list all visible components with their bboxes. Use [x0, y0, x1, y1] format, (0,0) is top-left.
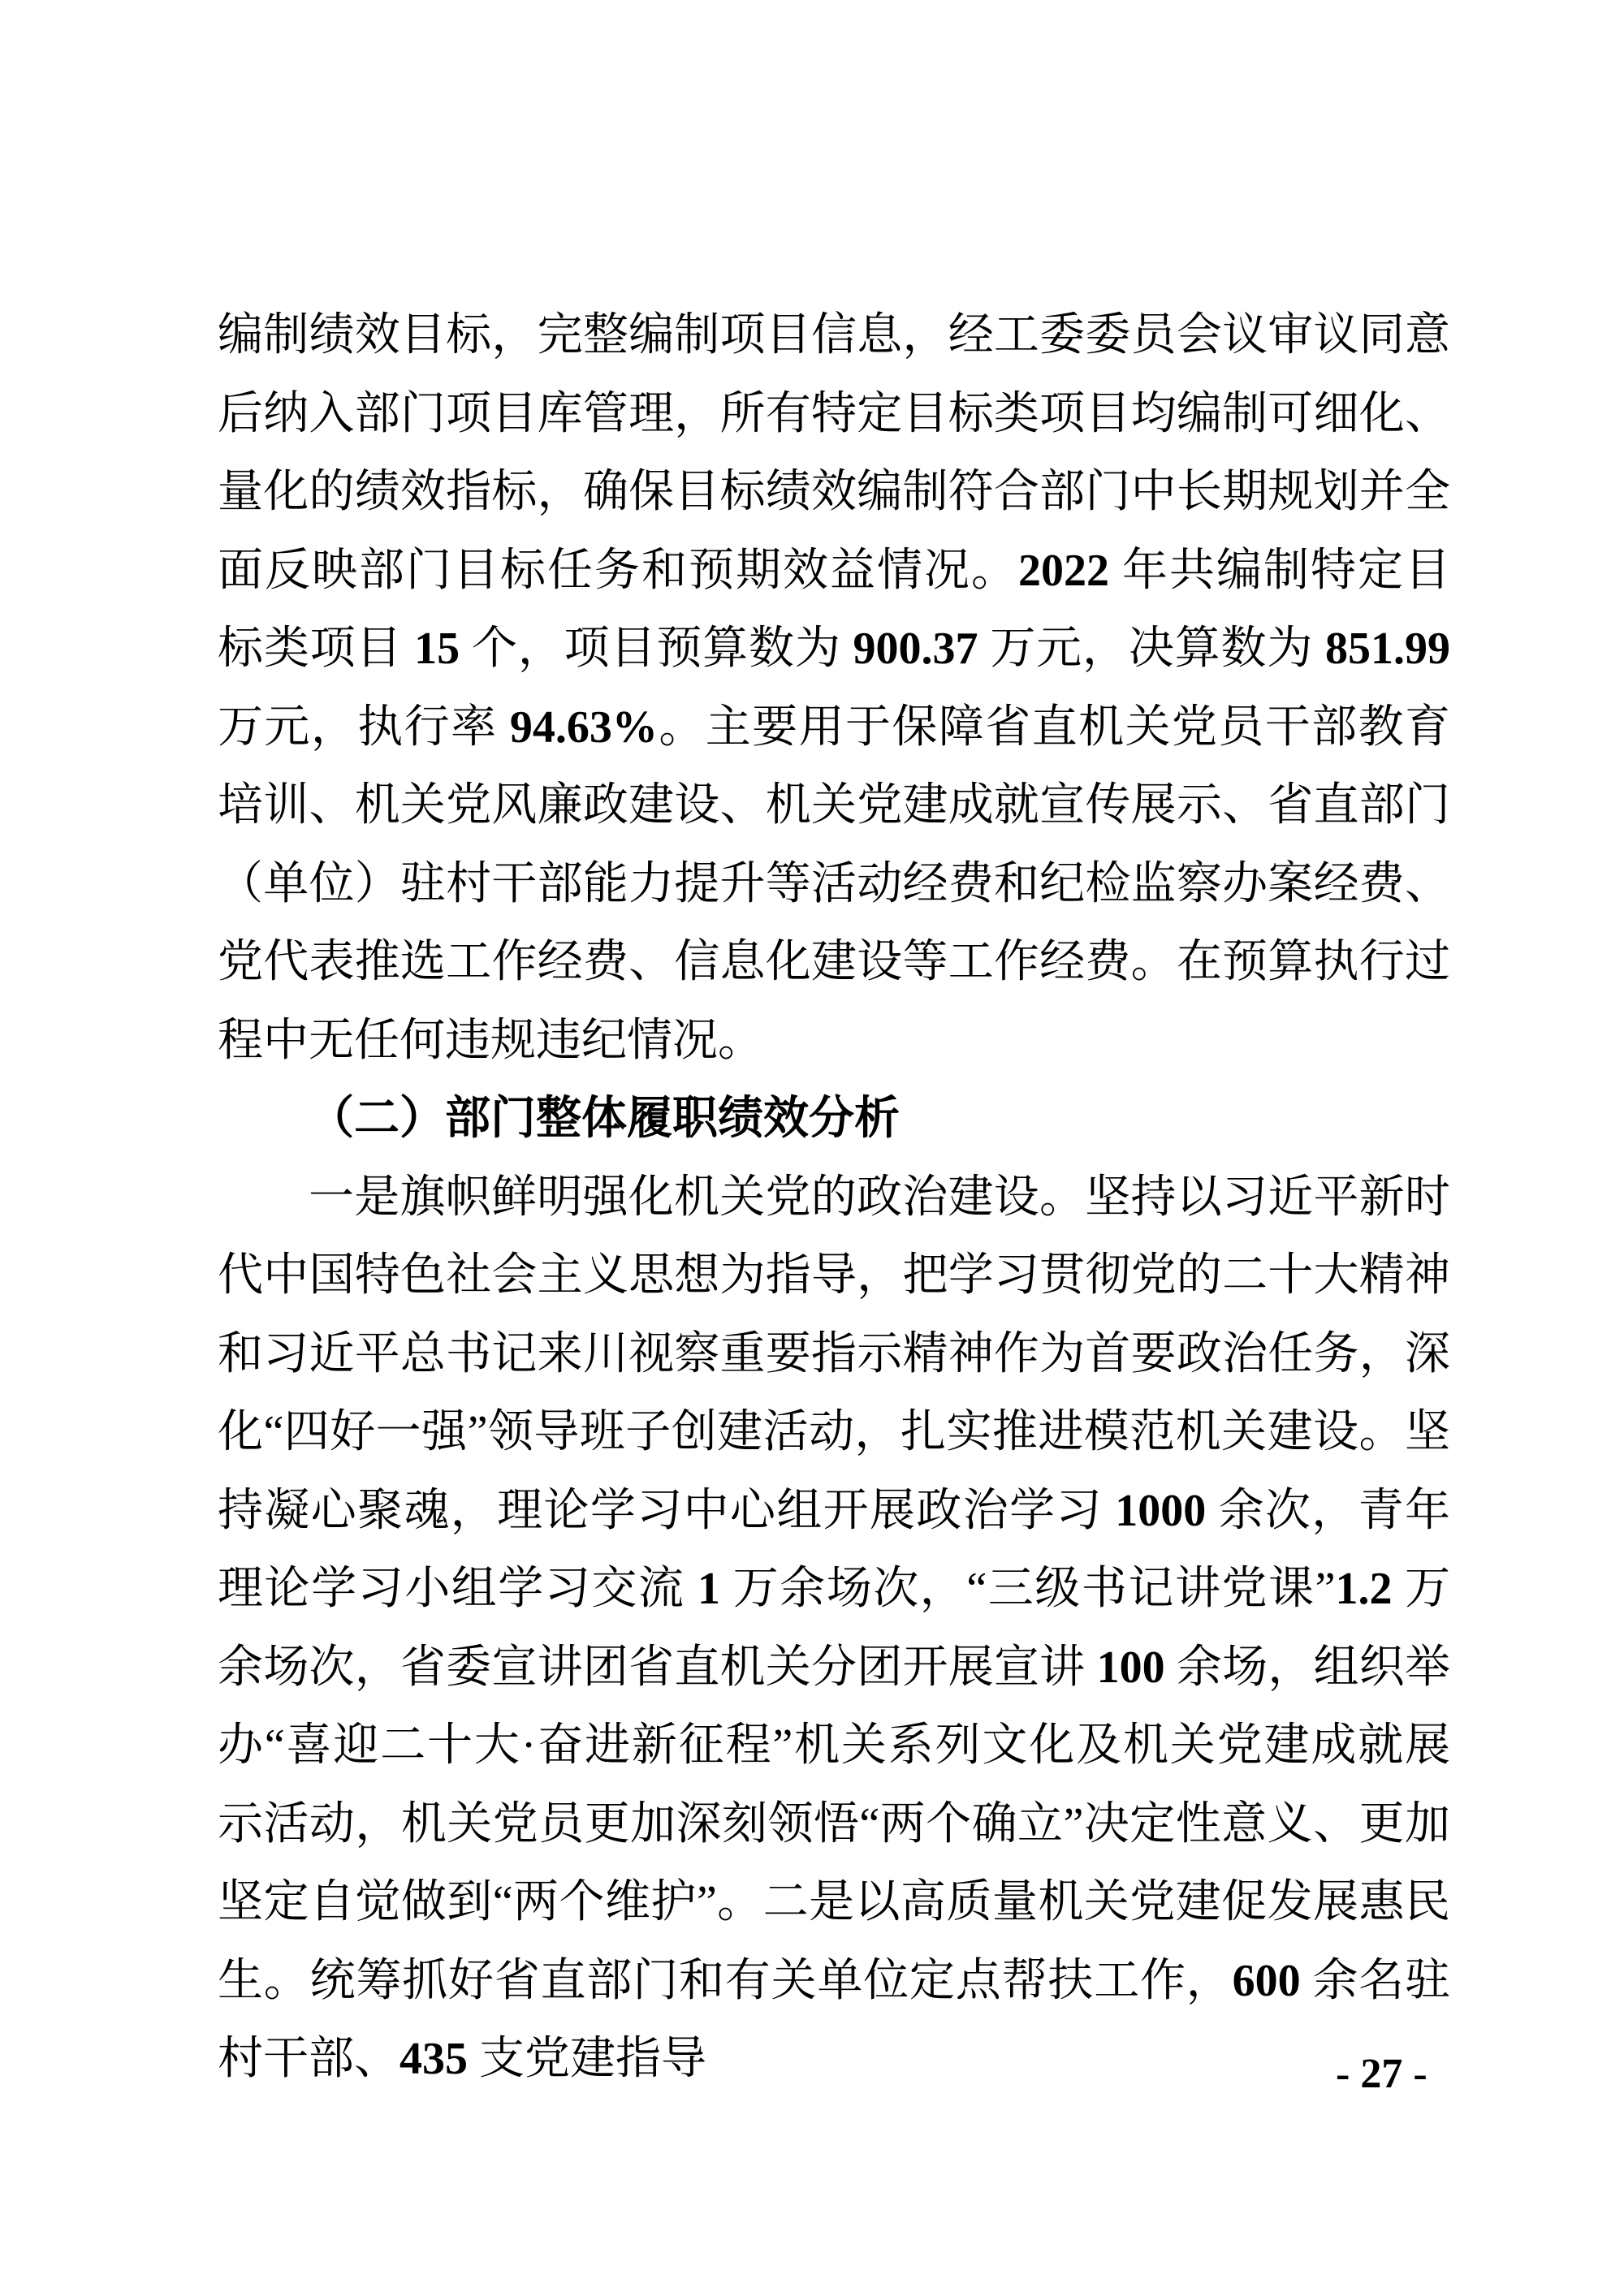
- text-run: 余次，青年理论学习小组学习交流: [218, 1485, 1451, 1614]
- para-performance-analysis: [218, 1159, 1450, 2099]
- text-run: 。主要用于保障省直机关党员干部教育培训、机关党风廉政建设、机关党建成就宣传展示、省直部门（单位）驻村干部能力提升等活动经费和纪检监察办案经费、党代表推选工作经费、信息化建设等工作经费。在预算执行过程中无任何违规违纪情况。: [218, 701, 1451, 1066]
- text-run: （二）部门整体履职绩效分析: [309, 1094, 900, 1144]
- text-run: 支党建指导: [468, 2034, 706, 2084]
- text-run: 年共编制特定目标类项目: [218, 545, 1450, 674]
- text-run: 万元，执行率: [218, 701, 510, 753]
- text-run: 900.37: [853, 624, 978, 674]
- text-run: 一是旗帜鲜明强化机关党的政治建设。坚持以习近平新时代中国特色社会主义思想为指导，把学习贯彻党的二十大精神和习近平总书记来川视察重要指示精神作为首要政治任务，深化“四好一强”领导班子创建活动，扎实推进模范机关建设。坚持凝心聚魂，理论学习中心组开展政治学习: [218, 1172, 1450, 1536]
- text-run: 600: [1232, 1955, 1301, 2006]
- text-run: 1.2: [1335, 1564, 1393, 1614]
- text-run: 个，项目预算数为: [460, 624, 853, 674]
- document-body: [218, 296, 1450, 2099]
- text-run: 余名驻村干部、: [218, 1955, 1451, 2084]
- text-run: 余场，组织举办“喜迎二十大·奋进新征程”机关系列文化及机关党建成就展示活动，机关党员更加深刻领悟“两个确立”决定性意义、更加坚定自觉做到“两个维护”。二是以高质量机关党建促发展惠民生。统筹抓好省直部门和有关单位定点帮扶工作，: [218, 1642, 1451, 2006]
- text-run: 94.63%: [509, 701, 658, 753]
- text-run: 编制绩效目标，完整编制项目信息，经工委委员会议审议同意后纳入部门项目库管理，所有特定目标类项目均编制可细化、量化的绩效指标，确保目标绩效编制符合部门中长期规划并全面反映部门目标任务和预期效益情况。: [218, 310, 1450, 596]
- heading-section-two: [218, 1080, 1450, 1159]
- para-budget-performance: [218, 296, 1450, 1080]
- text-run: 100: [1096, 1642, 1165, 1693]
- text-run: 15: [414, 624, 460, 674]
- text-run: 435: [400, 2034, 468, 2084]
- text-run: 2022: [1018, 545, 1109, 596]
- text-run: 万余场次，省委宣讲团省直机关分团开展宣讲: [218, 1564, 1451, 1693]
- text-run: 851.99: [1325, 624, 1451, 674]
- text-run: 1000: [1115, 1485, 1207, 1536]
- page-number: - 27 -: [1336, 2051, 1427, 2097]
- text-run: 万元，决算数为: [978, 624, 1326, 674]
- text-run: 万余场次，“三级书记讲党课”: [720, 1564, 1336, 1614]
- text-run: 1: [698, 1564, 721, 1614]
